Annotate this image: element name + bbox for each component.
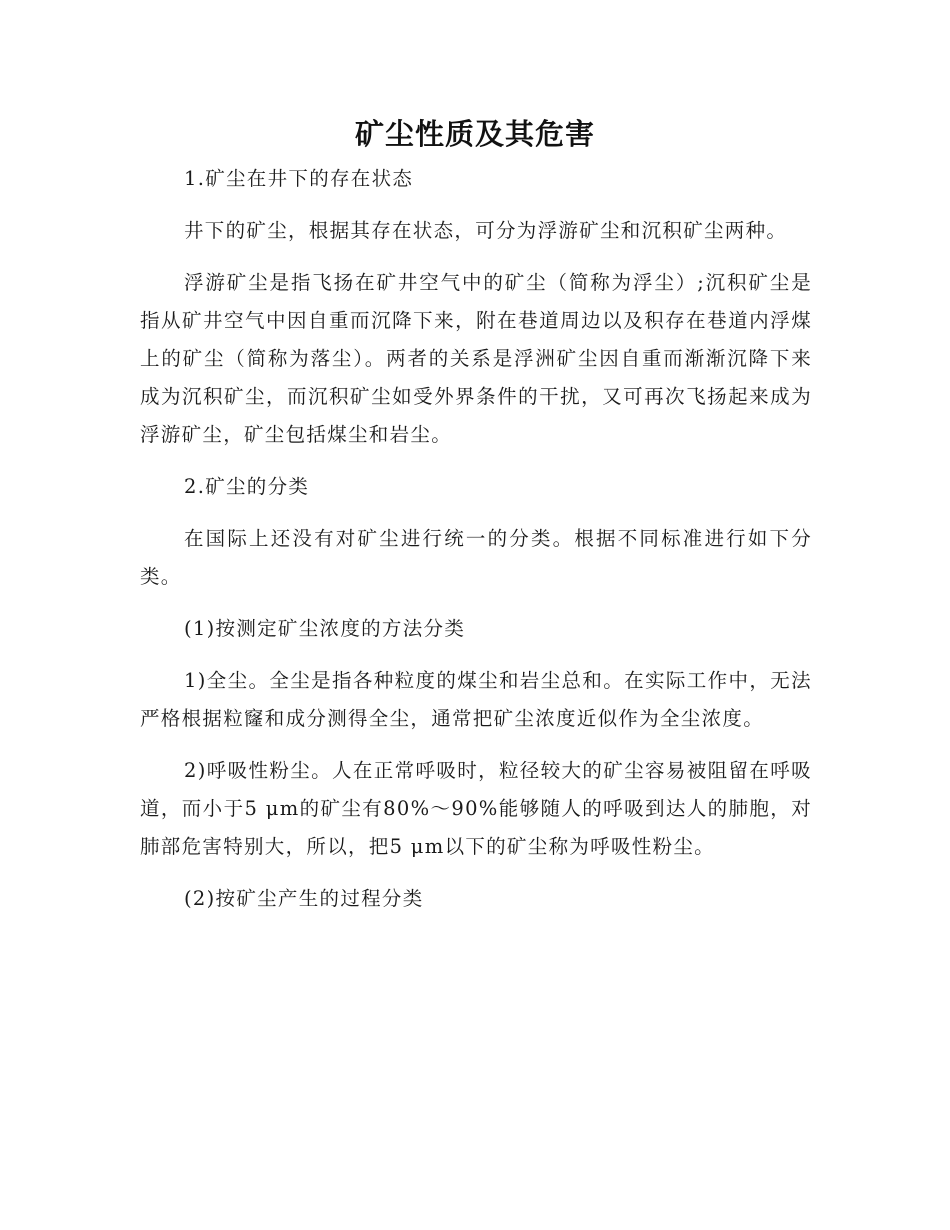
document-body — [140, 160, 812, 932]
section-heading-existence-state: 1.矿尘在井下的存在状态 — [184, 167, 414, 190]
paragraph-classification-intro: 在国际上还没有对矿尘进行统一的分类。根据不同标准进行如下分类。 — [140, 527, 812, 588]
paragraph-total-dust: 1)全尘。全尘是指各种粒度的煤尘和岩尘总和。在实际工作中，无法严格根据粒窿和成分测得全尘，通常把矿尘浓度近似作为全尘浓度。 — [140, 669, 812, 730]
section-heading-classification: 2.矿尘的分类 — [184, 475, 310, 498]
paragraph-respirable-dust: 2)呼吸性粉尘。人在正常呼吸时，粒径较大的矿尘容易被阻留在呼吸道，而小于5 μm的矿尘有80%～90%能够随人的呼吸到达人的肺胞，对肺部危害特别大，所以，把5 μm以下的矿尘称为呼吸性粉尘。 — [140, 759, 812, 858]
document-title: 矿尘性质及其危害 — [354, 117, 595, 151]
subheading-by-measurement-method: (1)按测定矿尘浓度的方法分类 — [184, 617, 466, 640]
paragraph-existence-types: 井下的矿尘，根据其存在状态，可分为浮游矿尘和沉积矿尘两种。 — [184, 219, 788, 242]
subheading-by-production-process: (2)按矿尘产生的过程分类 — [184, 887, 424, 910]
paragraph-floating-and-settled-dust: 浮游矿尘是指飞扬在矿井空气中的矿尘（简称为浮尘）;沉积矿尘是指从矿井空气中因自重而沉降下来，附在巷道周边以及积存在巷道内浮煤上的矿尘（简称为落尘）。两者的关系是浮洲矿尘因自重而渐渐沉降下来成为沉积矿尘，而沉积矿尘如受外界条件的干扰，又可再次飞扬起来成为浮游矿尘，矿尘包括煤尘和岩尘。 — [140, 271, 812, 446]
